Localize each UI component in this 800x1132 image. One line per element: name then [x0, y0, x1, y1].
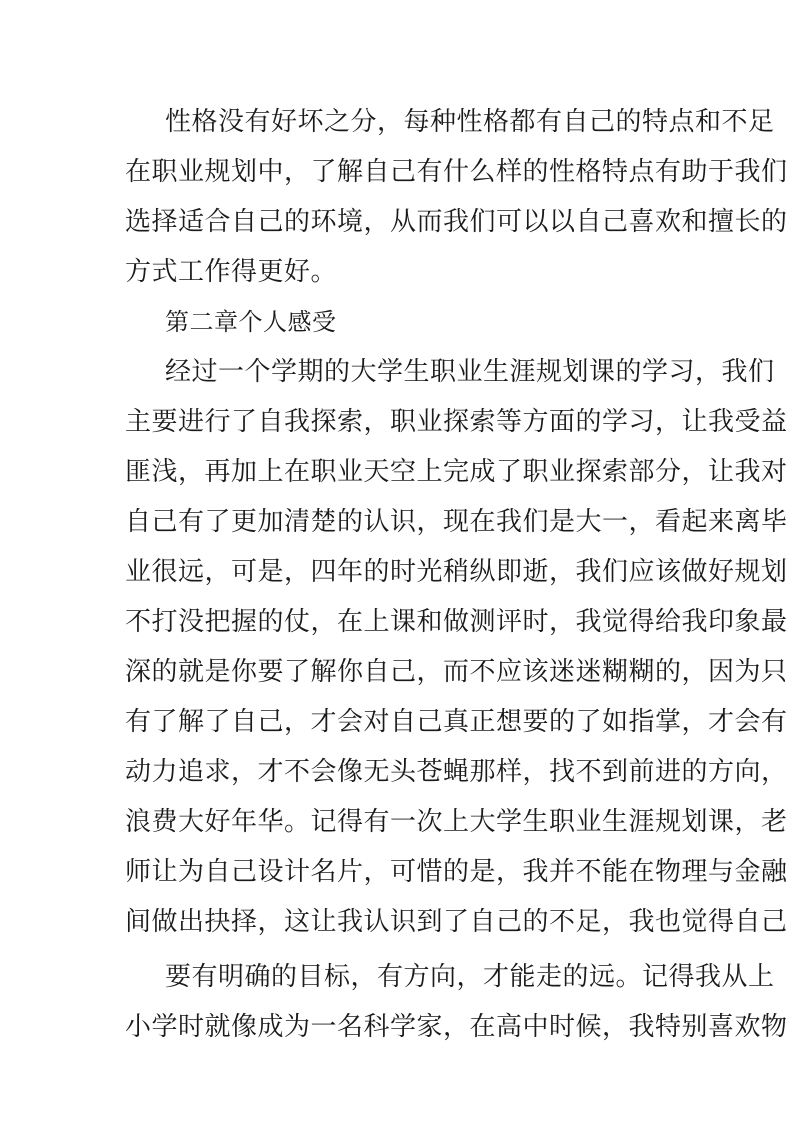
paragraph-line: 自己有了更加清楚的认识，现在我们是大一，看起来离毕 — [125, 507, 788, 537]
paragraph-line: 主要进行了自我探索，职业探索等方面的学习，让我受益 — [125, 407, 788, 437]
paragraph-line: 性格没有好坏之分，每种性格都有自己的特点和不足 — [165, 107, 775, 137]
paragraph-line: 师让为自己设计名片，可惜的是，我并不能在物理与金融 — [125, 857, 788, 887]
paragraph-line: 在职业规划中，了解自己有什么样的性格特点有助于我们 — [125, 157, 788, 187]
paragraph-line: 选择适合自己的环境，从而我们可以以自己喜欢和擅长的 — [125, 207, 788, 237]
paragraph-line: 深的就是你要了解你自己，而不应该迷迷糊糊的，因为只 — [125, 657, 788, 687]
paragraph-line: 间做出抉择，这让我认识到了自己的不足，我也觉得自己 — [125, 907, 788, 937]
paragraph-line: 浪费大好年华。记得有一次上大学生职业生涯规划课，老 — [125, 807, 788, 837]
paragraph-line: 业很远，可是，四年的时光稍纵即逝，我们应该做好规划 — [125, 557, 788, 587]
paragraph-line: 要有明确的目标，有方向，才能走的远。记得我从上 — [165, 962, 775, 992]
paragraph-line: 小学时就像成为一名科学家，在高中时候，我特别喜欢物 — [125, 1012, 788, 1042]
paragraph-line: 匪浅，再加上在职业天空上完成了职业探索部分，让我对 — [125, 457, 788, 487]
chapter-heading: 第二章个人感受 — [165, 308, 337, 336]
paragraph-line: 不打没把握的仗，在上课和做测评时，我觉得给我印象最 — [125, 607, 788, 637]
paragraph-line: 经过一个学期的大学生职业生涯规划课的学习，我们 — [165, 357, 775, 387]
paragraph-line: 方式工作得更好。 — [125, 257, 338, 287]
paragraph-line: 有了解了自己，才会对自己真正想要的了如指掌，才会有 — [125, 707, 788, 737]
paragraph-line: 动力追求，才不会像无头苍蝇那样，找不到前进的方向， — [125, 757, 788, 787]
